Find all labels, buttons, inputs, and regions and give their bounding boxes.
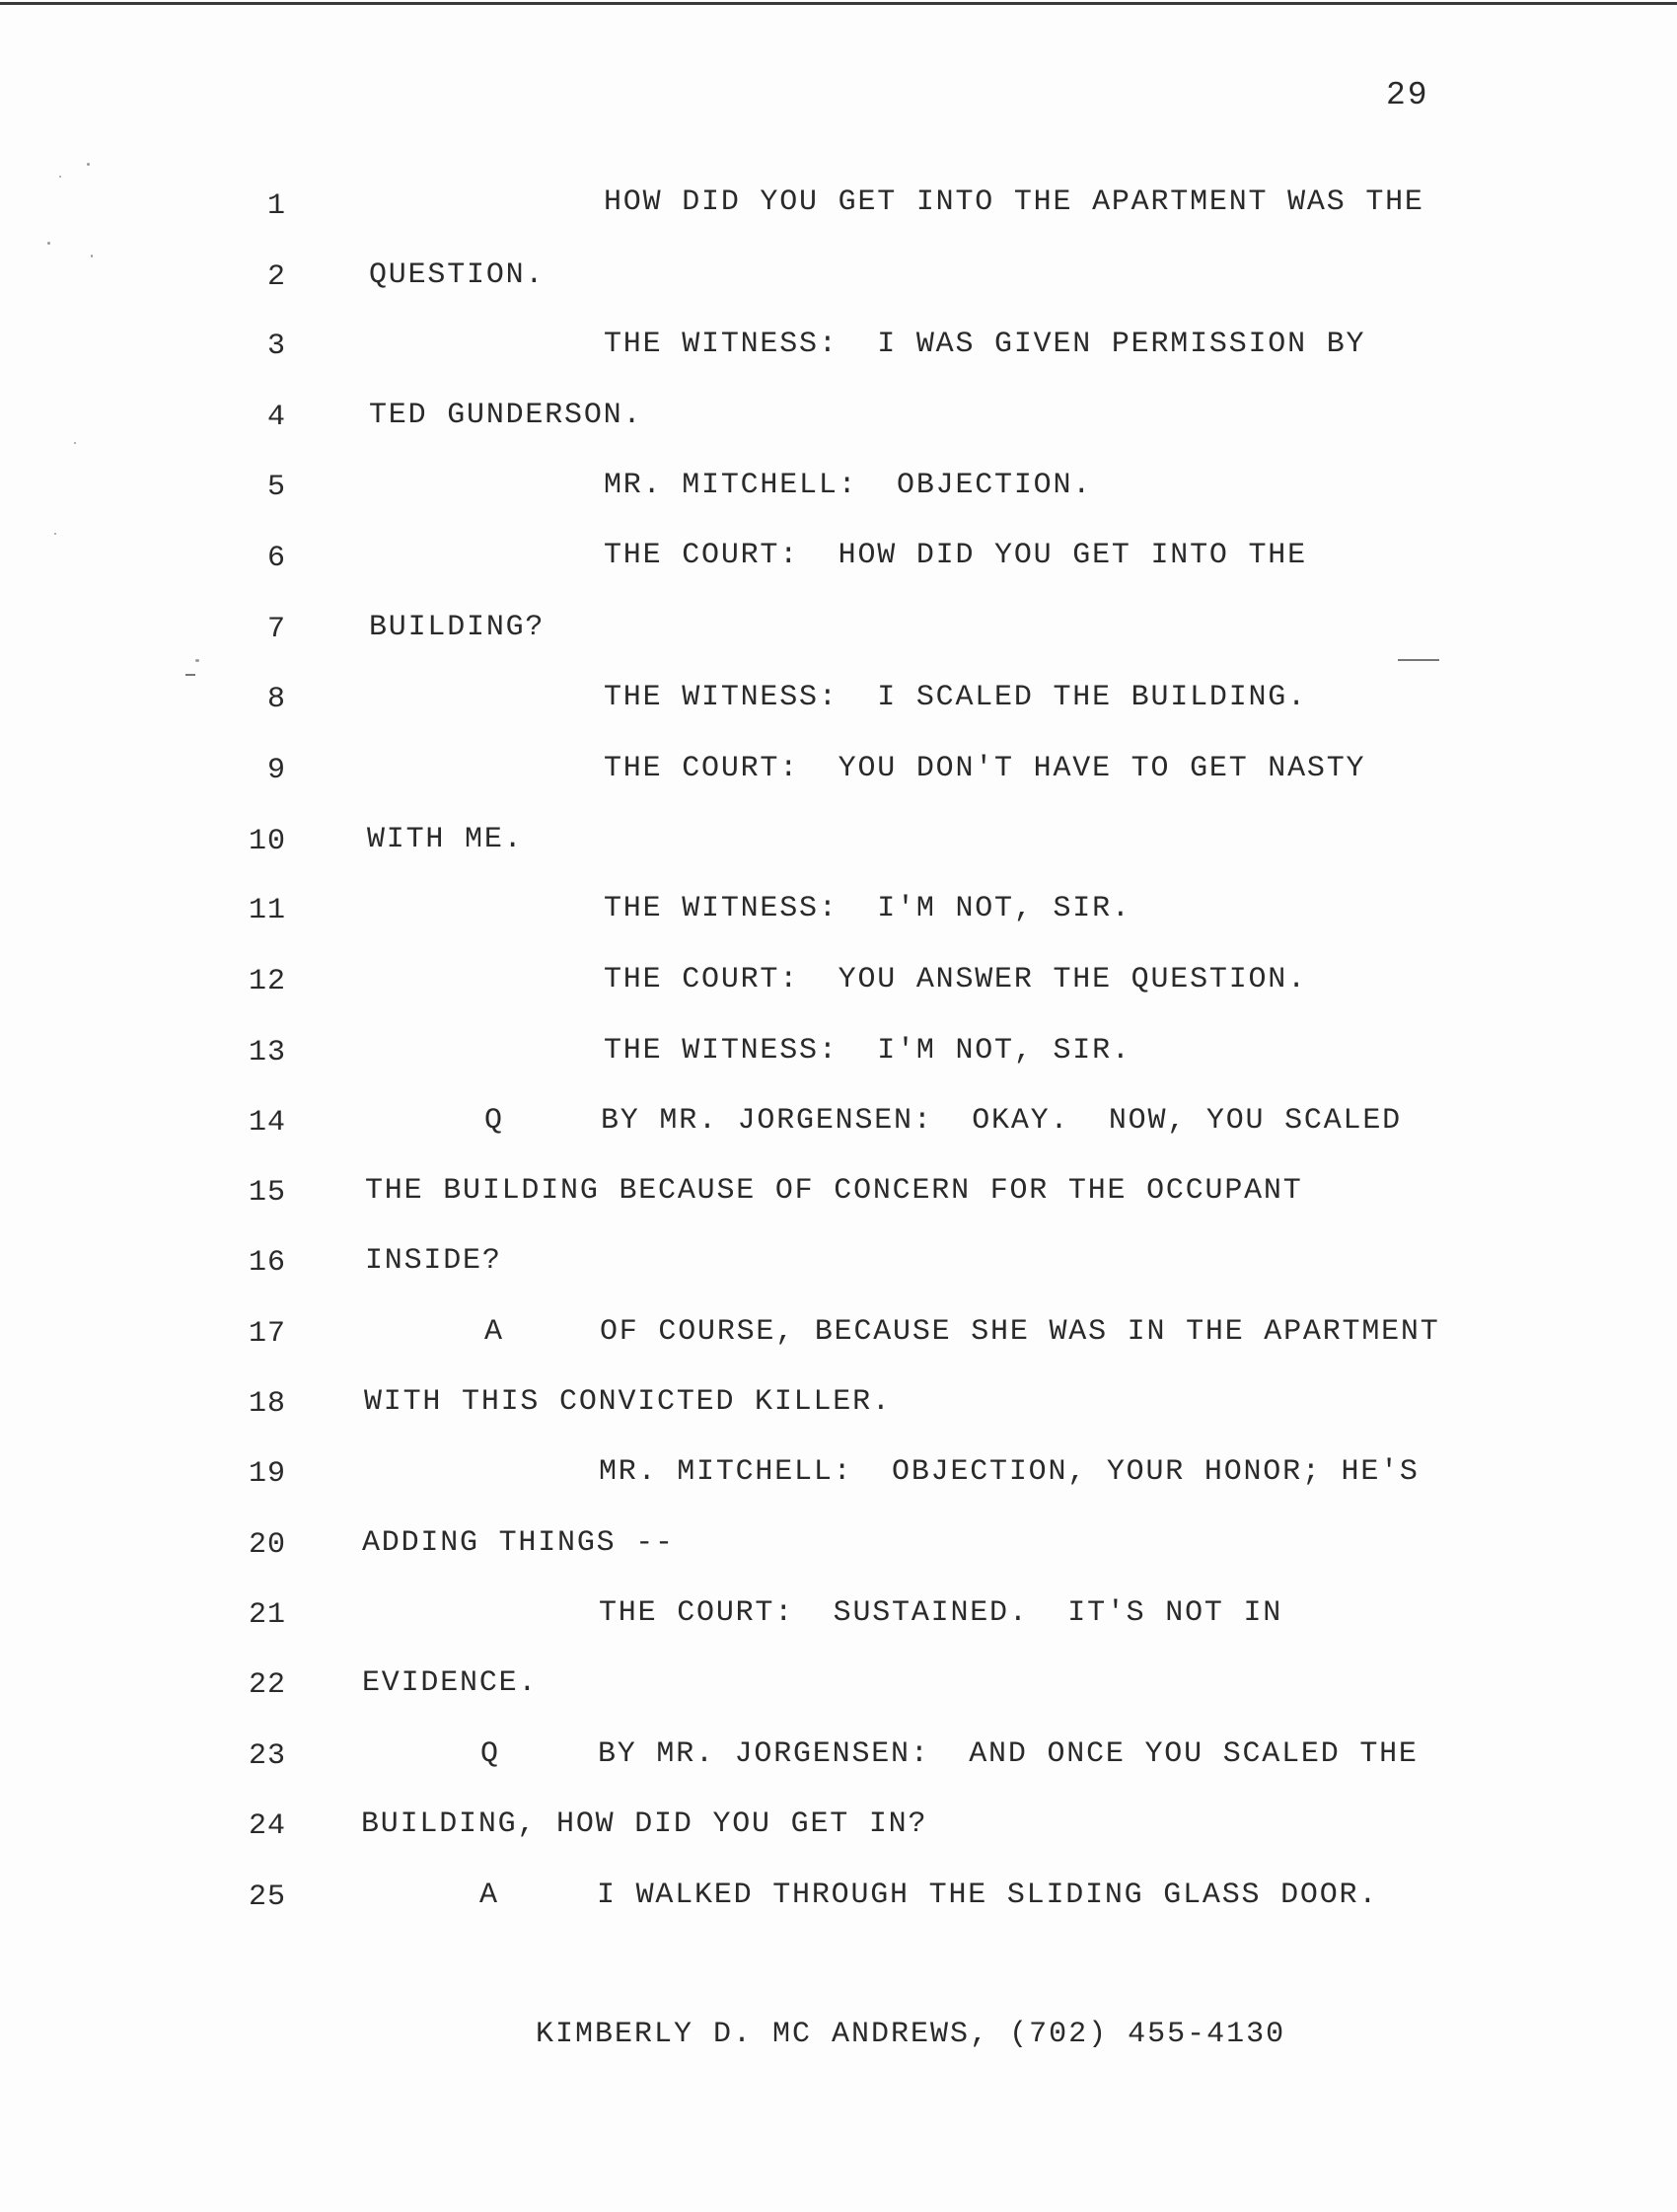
line-number: 2 — [266, 260, 286, 294]
line-text: INSIDE? — [365, 1244, 502, 1278]
scan-speck — [54, 533, 56, 535]
line-text: TED GUNDERSON. — [369, 399, 643, 432]
top-border-rule — [0, 2, 1677, 5]
line-number: 14 — [248, 1106, 286, 1140]
line-text: ADDING THINGS -- — [362, 1526, 675, 1560]
line-text: WITH ME. — [367, 823, 524, 856]
line-number: 11 — [248, 894, 286, 927]
line-text: BUILDING? — [369, 611, 546, 644]
line-number: 12 — [248, 965, 286, 998]
line-text: BY MR. JORGENSEN: OKAY. NOW, YOU SCALED — [601, 1104, 1402, 1138]
scan-speck — [74, 442, 76, 444]
line-number: 23 — [248, 1739, 286, 1773]
line-number: 15 — [248, 1176, 286, 1210]
scan-speck — [91, 255, 93, 258]
line-number: 13 — [248, 1036, 286, 1069]
scan-mark — [185, 674, 195, 676]
line-number: 17 — [248, 1317, 286, 1351]
line-text: THE BUILDING BECAUSE OF CONCERN FOR THE OCCUPANT — [365, 1174, 1303, 1208]
line-text: THE COURT: YOU ANSWER THE QUESTION. — [604, 963, 1307, 996]
line-text: OF COURSE, BECAUSE SHE WAS IN THE APARTMENT — [600, 1315, 1440, 1349]
line-text: I WALKED THROUGH THE SLIDING GLASS DOOR. — [597, 1879, 1379, 1912]
question-marker: Q — [480, 1737, 499, 1771]
scan-speck — [47, 242, 50, 245]
line-number: 6 — [266, 542, 286, 575]
scan-speck — [195, 659, 199, 662]
line-text: THE WITNESS: I'M NOT, SIR. — [604, 892, 1131, 925]
line-text: MR. MITCHELL: OBJECTION. — [604, 469, 1093, 502]
line-text: BUILDING, HOW DID YOU GET IN? — [361, 1807, 928, 1841]
line-number: 21 — [248, 1598, 286, 1632]
scan-speck — [87, 163, 90, 166]
line-number: 7 — [266, 613, 286, 646]
line-number: 3 — [266, 330, 286, 363]
line-number: 8 — [266, 683, 286, 716]
line-number: 18 — [248, 1387, 286, 1421]
page-number: 29 — [1386, 77, 1429, 113]
line-number: 16 — [248, 1246, 286, 1280]
scan-speck — [59, 176, 61, 178]
line-number: 22 — [248, 1668, 286, 1702]
scan-mark — [1398, 659, 1439, 661]
line-number: 5 — [266, 471, 286, 504]
line-text: THE COURT: YOU DON'T HAVE TO GET NASTY — [604, 752, 1366, 785]
line-number: 20 — [248, 1528, 286, 1562]
line-text: MR. MITCHELL: OBJECTION, YOUR HONOR; HE'S — [599, 1455, 1420, 1489]
line-text: THE COURT: HOW DID YOU GET INTO THE — [604, 539, 1307, 572]
court-reporter-footer: KIMBERLY D. MC ANDREWS, (702) 455-4130 — [536, 2018, 1286, 2051]
line-number: 19 — [248, 1457, 286, 1491]
line-text: EVIDENCE. — [362, 1666, 539, 1700]
line-text: WITH THIS CONVICTED KILLER. — [364, 1385, 892, 1419]
line-text: THE WITNESS: I WAS GIVEN PERMISSION BY — [604, 328, 1366, 361]
answer-marker: A — [479, 1879, 498, 1912]
line-number: 25 — [248, 1880, 286, 1914]
line-text: BY MR. JORGENSEN: AND ONCE YOU SCALED THE — [598, 1737, 1419, 1771]
line-number: 10 — [248, 825, 286, 858]
line-text: THE WITNESS: I SCALED THE BUILDING. — [604, 681, 1307, 714]
line-number: 4 — [266, 401, 286, 434]
line-text: THE WITNESS: I'M NOT, SIR. — [604, 1034, 1131, 1068]
line-text: QUESTION. — [369, 258, 546, 292]
answer-marker: A — [484, 1315, 503, 1349]
line-number: 24 — [248, 1809, 286, 1843]
line-number: 9 — [266, 754, 286, 787]
line-text: HOW DID YOU GET INTO THE APARTMENT WAS THE — [604, 185, 1424, 219]
line-number: 1 — [266, 189, 286, 223]
question-marker: Q — [484, 1104, 503, 1138]
line-text: THE COURT: SUSTAINED. IT'S NOT IN — [599, 1596, 1283, 1630]
